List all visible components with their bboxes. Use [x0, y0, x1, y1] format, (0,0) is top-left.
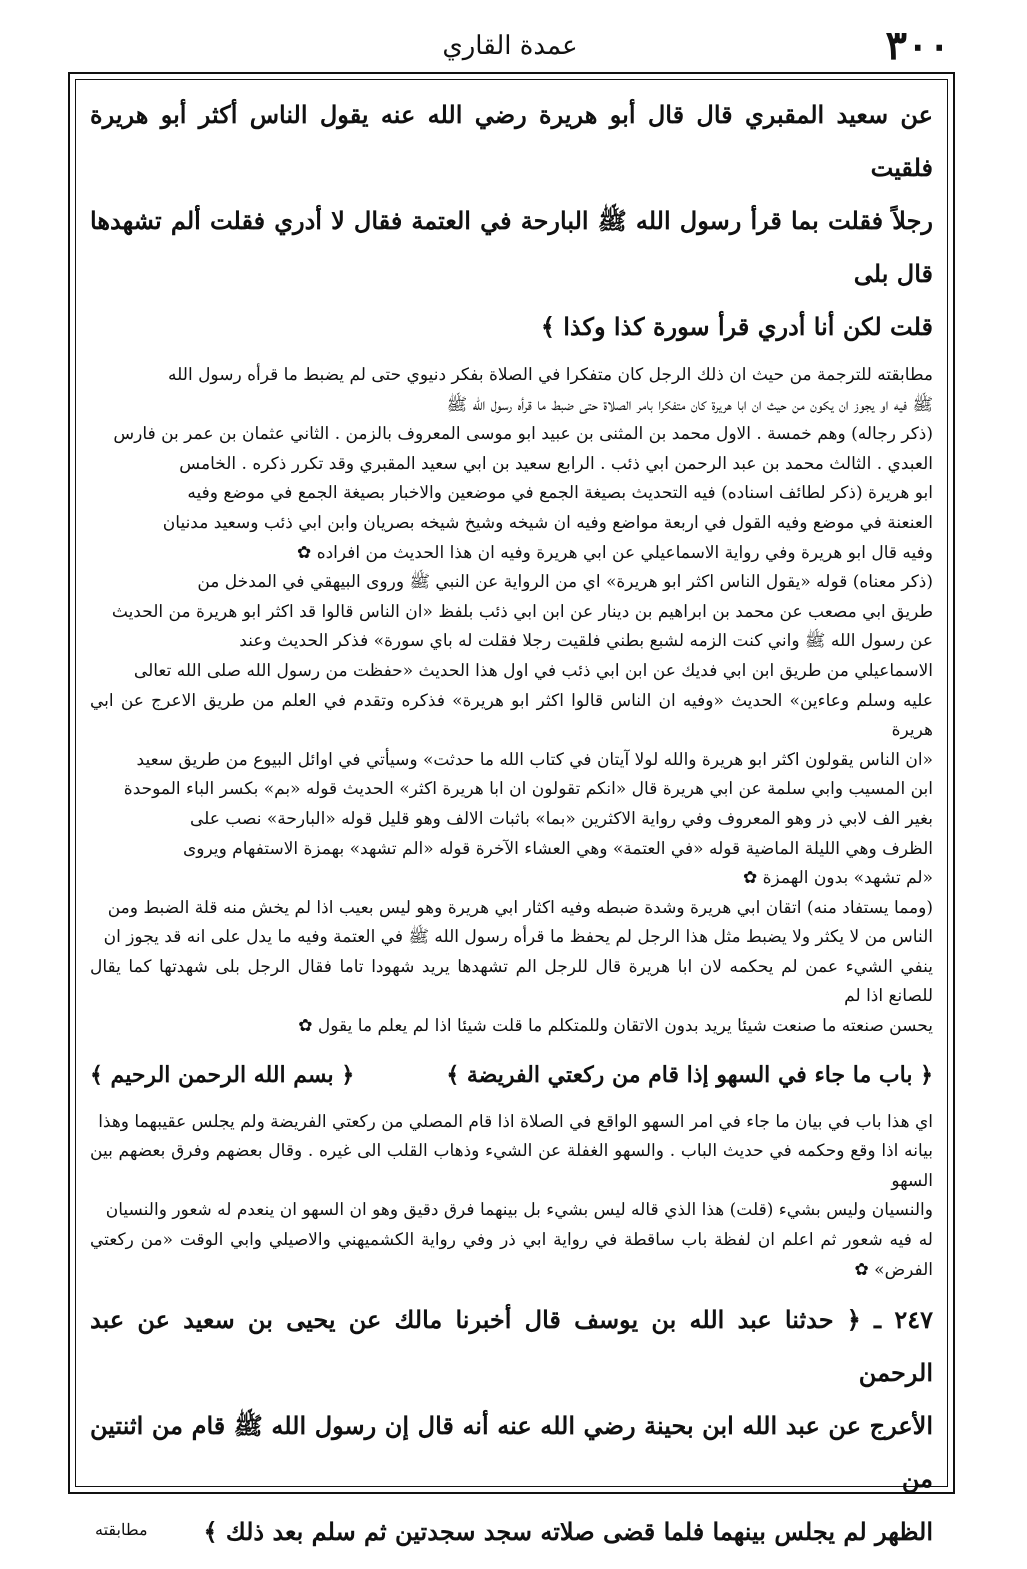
- commentary-section-3: [90, 894, 933, 1042]
- hadith-line: رجلاً فقلت بما قرأ رسول الله ﷺ البارحة في العتمة فقال لا أدري فقلت ألم تشهدها قال بلى: [90, 206, 933, 288]
- commentary-line: والنسيان وليس بشيء (قلت) هذا الذي قاله ليس بشيء بل بينهما فرق دقيق وهو ان السهو ان ينعدم له شعور والنسيان: [105, 1200, 933, 1221]
- hadith-block-bottom: [90, 1293, 933, 1558]
- hadith-line: الأعرج عن عبد الله ابن بحينة رضي الله عنه أنه قال إن رسول الله ﷺ قام من اثنتين من: [90, 1411, 933, 1494]
- commentary-line: مطابقته للترجمة من حيث ان ذلك الرجل كان متفكرا في الصلاة بفكر دنيوي حتى لم يضبط ما قرأه رسول الله: [168, 365, 933, 385]
- chapter-heading: [90, 1052, 933, 1098]
- commentary-line: ينفي الشيء عمن لم يحكمه لان ابا هريرة قال للرجل الم تشهدها يريد شهودا تاما فقال الرجل بلى شهدتها كما يقال للصانع اذا لم: [90, 956, 933, 1007]
- chapter-title: ﴿ باب ما جاء في السهو إذا قام من ركعتي الفريضة ﴾: [446, 1061, 933, 1088]
- commentary-line: عن رسول الله ﷺ واني كنت الزمه لشبع بطني فلقيت رجلا فقلت له باي سورة» فذكر الحديث وعند: [239, 631, 933, 652]
- commentary-section-4: [90, 1108, 933, 1286]
- page-content: [90, 88, 933, 1558]
- commentary-line: الاسماعيلي من طريق ابن ابي فديك عن ابن ابي ذئب في اول هذا الحديث «حفظت من رسول الله صلى الله تعالى: [133, 660, 933, 681]
- commentary-section-1: [90, 361, 933, 568]
- commentary-line: العبدي . الثالث محمد بن عبد الرحمن ابي ذئب . الرابع سعيد بن ابي سعيد المقبري وقد تكرر ذكره . الخامس: [179, 453, 933, 474]
- hadith-line: ٢٤٧ ـ ﴿ حدثنا عبد الله بن يوسف قال أخبرنا مالك عن يحيى بن سعيد عن عبد الرحمن: [90, 1305, 933, 1388]
- running-title: عمدة القاري: [442, 31, 578, 61]
- commentary-line: ابو هريرة (ذكر لطائف اسناده) فيه التحديث بصيغة الجمع في موضعين والاخبار بصيغة الجمع في موضع وفيه: [187, 483, 933, 504]
- commentary-line: ﷺ فيه او يجوز ان يكون من حيث ان ابا هريرة كان متفكرا بامر الصلاة حتى ضبط ما قرأه رسول الله ﷺ: [446, 394, 933, 415]
- commentary-line: بغير الف لابي ذر وهو المعروف وفي رواية الاكثرين «بما» باثبات الالف وهو قليل قوله «البارحة» نصب على: [189, 808, 933, 829]
- commentary-section-2: [90, 568, 933, 894]
- commentary-line: العنعنة في موضع وفيه القول في اربعة مواضع وفيه ان شيخه وشيخ شيخه بصريان وابن ابي ذئب وسعيد مدنيان: [162, 512, 933, 533]
- commentary-line: ابن المسيب وابي سلمة عن ابي هريرة قال «انكم تقولون ان ابا هريرة اكثر» الحديث قوله «بم» بكسر الباء الموحدة: [123, 779, 933, 800]
- hadith-block-top: [90, 88, 933, 353]
- hadith-line: قلت لكن أنا أدري قرأ سورة كذا وكذا ﴾: [540, 312, 933, 341]
- commentary-line: الظرف وهي الليلة الماضية قوله «في العتمة» وهي العشاء الآخرة قوله «الم تشهد» بهمزة الاستفهام ويروى: [182, 838, 933, 859]
- commentary-line: له فيه شعور ثم اعلم ان لفظة باب ساقطة في رواية ابي ذر وفي رواية الكشميهني والاصيلي وابي الوقت «من ركعتي الفرض» ✿: [90, 1230, 933, 1280]
- commentary-line: وفيه قال ابو هريرة وفي رواية الاسماعيلي عن ابي هريرة وفيه ان هذا الحديث من افراده ✿: [297, 542, 933, 563]
- commentary-line: «ان الناس يقولون اكثر ابو هريرة والله لولا آيتان في كتاب الله ما حدثت» وسيأتي في اوائل البيوع من طريق سعيد: [136, 749, 933, 770]
- hadith-line: الظهر لم يجلس بينهما فلما قضى صلاته سجد سجدتين ثم سلم بعد ذلك ﴾: [203, 1517, 933, 1547]
- page-number: ٣٠٠: [885, 22, 950, 69]
- basmala: ﴿ بسم الله الرحمن الرحيم ﴾: [90, 1061, 355, 1088]
- hadith-number: ٢٤٧: [894, 1305, 933, 1335]
- commentary-line: «لم تشهد» بدون الهمزة ✿: [742, 868, 933, 889]
- commentary-line: طريق ابي مصعب عن محمد بن ابراهيم بن دينار عن ابن ابي ذئب بلفظ «ان الناس قالوا قد اكثر ابو هريرة من الحديث: [111, 601, 933, 622]
- footer-catchword: مطابقته: [95, 1520, 148, 1539]
- commentary-line: عليه وسلم وعاءين» الحديث «وفيه ان الناس قالوا اكثر ابو هريرة» فذكره وتقدم في العلم من طريق الاعرج عن ابي هريرة: [90, 690, 933, 741]
- commentary-line: اي هذا باب في بيان ما جاء في امر السهو الواقع في الصلاة اذا قام المصلي من ركعتي الفريضة ولم يجلس عقيبهما وهذا: [98, 1111, 933, 1132]
- commentary-line: بيانه اذا وقع وحكمه في حديث الباب . والسهو الغفلة عن الشيء وذهاب القلب الى غيره . وقال بعضهم وفرق بعضهم بين السهو: [90, 1141, 933, 1191]
- commentary-line: (ذكر معناه) قوله «يقول الناس اكثر ابو هريرة» اي من الرواية عن النبي ﷺ وروى البيهقي في المدخل من: [197, 572, 933, 593]
- commentary-line: (ومما يستفاد منه) اتقان ابي هريرة وشدة ضبطه وفيه اكثار ابي هريرة وهو ليس بعيب اذا لم يخش منه قلة الضبط ومن: [107, 897, 933, 918]
- page-header: [70, 22, 950, 70]
- commentary-line: (ذكر رجاله) وهم خمسة . الاول محمد بن المثنى بن عبيد ابو موسى المعروف بالزمن . الثاني عثمان بن عمر بن فارس: [113, 424, 933, 445]
- hadith-line: عن سعيد المقبري قال قال أبو هريرة رضي الله عنه يقول الناس أكثر أبو هريرة فلقيت: [90, 100, 933, 182]
- commentary-line: الناس من لا يكثر ولا يضبط مثل هذا الرجل لم يحفظ ما قرأه رسول الله ﷺ في العتمة وفيه ما يدل على انه قد يجوز ان: [103, 927, 933, 948]
- hadith-line-text: ﴿ حدثنا عبد الله بن يوسف قال أخبرنا مالك عن يحيى بن سعيد عن عبد الرحمن: [90, 1305, 933, 1388]
- commentary-line: يحسن صنعته ما صنعت شيئا يريد بدون الاتقان وللمتكلم ما قلت شيئا اذا لم يعلم ما يقول ✿: [298, 1016, 933, 1037]
